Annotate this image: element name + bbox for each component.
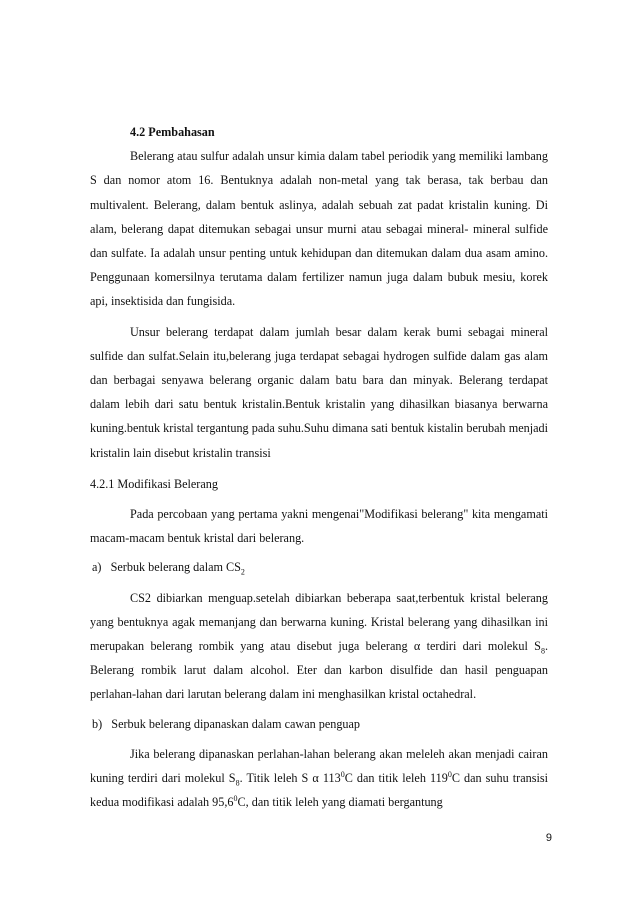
degree-superscript-3: 0: [233, 794, 238, 804]
paragraph-heating-text-5: C, dan titik leleh yang diamati bergantung: [237, 795, 443, 810]
subsection-heading: 4.2.1 Modifikasi Belerang: [90, 476, 218, 491]
paragraph-experiment-intro: Pada percobaan yang pertama yakni mengenai"Modifikasi belerang" kita mengamati macam-macam bentuk kristal dari belerang.: [90, 507, 548, 546]
page-body: [90, 120, 548, 814]
paragraph-sulfur-occurrence: Unsur belerang terdapat dalam jumlah besar dalam kerak bumi sebagai mineral sulfide dan sulfat.Selain itu,belerang juga terdapat sebagai hydrogen sulfide dalam gas alam dan berbagai senyawa belerang organic dalam batu bara dan minyak. Belerang terdapat dalam lebih dari satu bentuk kristalin.Bentuk kristalin yang dihasilkan biasanya berwarna kuning.bentuk kristal tergantung pada suhu.Suhu dimana sati bentuk kistalin berubah menjadi kristalin lain disebut kristalin transisi: [90, 324, 548, 460]
paragraph-heating-text-2: . Titik leleh S α 113: [239, 771, 341, 786]
list-item-b: [90, 712, 548, 736]
paragraph-sulfur-intro: Belerang atau sulfur adalah unsur kimia dalam tabel periodik yang memiliki lambang S dan nomor atom 16. Bentuknya adalah non-metal yang tak berasa, tak berbau dan multivalent. Belerang, dalam bentuk aslinya, adalah sebuah zat padat kristalin kuning. Di alam, belerang dapat ditemukan sebagai unsur murni atau sebagai mineral- mineral sulfide dan sulfate. Ia adalah unsur penting untuk kehidupan dan ditemukan dalam dua asam amino. Penggunaan komersilnya terutama dalam fertilizer namun juga dalam bubuk mesiu, korek api, insektisida dan fungisida.: [90, 149, 548, 309]
paragraph-heating-text-4: C dan suhu transisi kedua modifikasi adalah 95,6: [90, 771, 548, 810]
paragraph-rhombic-sulfur: [90, 586, 548, 707]
paragraph-heating-text-1: Jika belerang dipanaskan perlahan-lahan belerang akan meleleh akan menjadi cairan kuning terdiri dari molekul S: [90, 746, 548, 786]
list-item-a: [90, 555, 548, 579]
s8-subscript: 8: [540, 646, 545, 656]
degree-superscript-2: 0: [447, 770, 452, 780]
list-item-b-text: Serbuk belerang dipanaskan dalam cawan penguap: [111, 716, 361, 731]
list-item-a-subscript: 2: [240, 567, 245, 577]
paragraph-heating-sulfur: [90, 742, 548, 815]
list-item-b-marker: b): [92, 716, 103, 731]
section-heading: 4.2 Pembahasan: [130, 125, 215, 139]
paragraph-rhombic-text-2: . Belerang rombik larut dalam alcohol. Eter dan karbon disulfide dan hasil penguapan perlahan-lahan dari larutan belerang dalam ini menghasilkan kristal octahedral.: [90, 639, 548, 702]
degree-superscript-1: 0: [340, 770, 345, 780]
paragraph-heating-text-3: C dan titik leleh 119: [344, 771, 448, 786]
s8-subscript-2: 8: [235, 778, 240, 788]
list-item-a-marker: a): [92, 560, 102, 575]
page-number: 9: [545, 832, 552, 844]
list-item-a-text: Serbuk belerang dalam CS: [110, 560, 241, 575]
paragraph-rhombic-text-1: CS2 dibiarkan menguap.setelah dibiarkan beberapa saat,terbentuk kristal belerang yang bentuknya agak memanjang dan berwarna kuning. Kristal belerang yang dihasilkan ini merupakan belerang rombik yang atau disebut juga belerang α terdiri dari molekul S: [90, 590, 548, 654]
